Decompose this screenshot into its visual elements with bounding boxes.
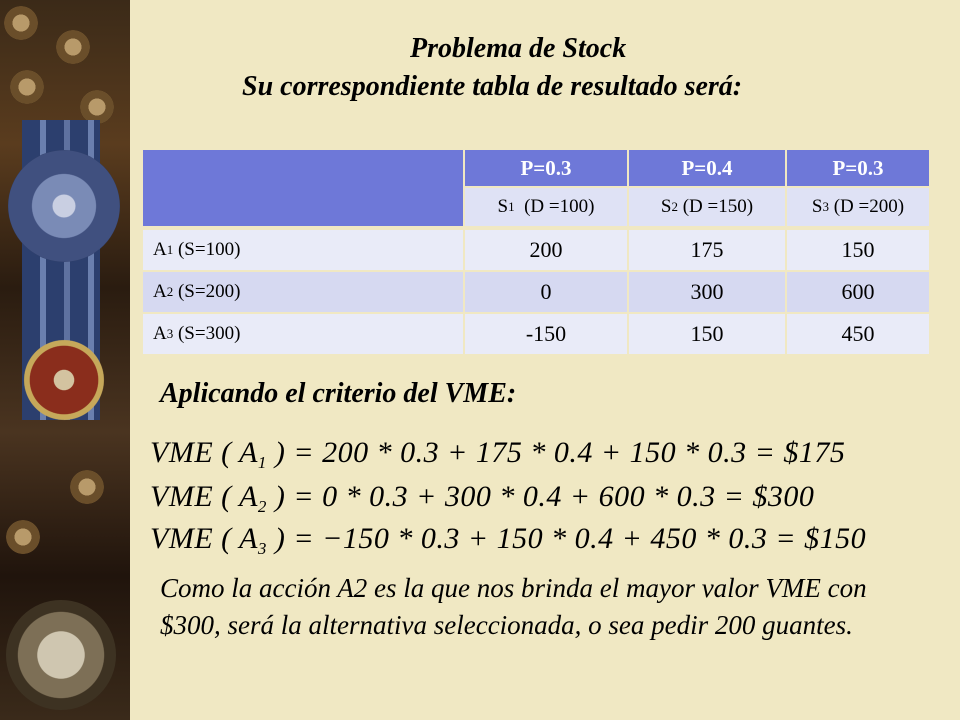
payoff-table [143,150,929,354]
table-corner [143,150,463,226]
table-cell: -150 [465,314,627,354]
title-line-1: Problema de Stock [410,33,627,64]
state-header: S 1 (D =100) [465,188,627,226]
table-cell: 300 [629,272,785,312]
equation-line: VME ( $A_1$ ) = 200 * 0.3 + 175 * 0.4 + 150 * 0.3 = $175 [150,436,846,472]
table-row-label: A 2 (S=200) [143,272,463,312]
title-line-2: Su correspondiente tabla de resultado será: [242,71,743,102]
equation-line: VME ( $A_3$ ) = −150 * 0.3 + 150 * 0.4 + 450 * 0.3 = $150 [150,522,867,558]
state-header: S 2 (D =150) [629,188,785,226]
conclusion-text: Como la acción A2 es la que nos brinda el mayor valor VME con $300, será la alternativa seleccionada, o sea pedir 200 guantes. [160,573,867,640]
table-row-label: A 3 (S=300) [143,314,463,354]
table-cell: 175 [629,230,785,270]
table-cell: 600 [787,272,929,312]
table-row-label: A 1 (S=100) [143,230,463,270]
probability-header: P=0.4 [629,150,785,186]
state-header: S 3 (D =200) [787,188,929,226]
table-cell: 450 [787,314,929,354]
table-cell: 0 [465,272,627,312]
criterion-heading: Aplicando el criterio del VME: [160,378,517,409]
equation-line: VME ( $A_2$ ) = 0 * 0.3 + 300 * 0.4 + 600 * 0.3 = $300 [150,480,815,516]
compass-medal-icon [6,600,116,710]
rosette-icon [8,150,120,262]
cross-medal-icon [14,330,114,430]
probability-header: P=0.3 [787,150,929,186]
decorative-medal-strip [0,0,130,720]
table-cell: 200 [465,230,627,270]
table-cell: 150 [787,230,929,270]
table-cell: 150 [629,314,785,354]
probability-header: P=0.3 [465,150,627,186]
